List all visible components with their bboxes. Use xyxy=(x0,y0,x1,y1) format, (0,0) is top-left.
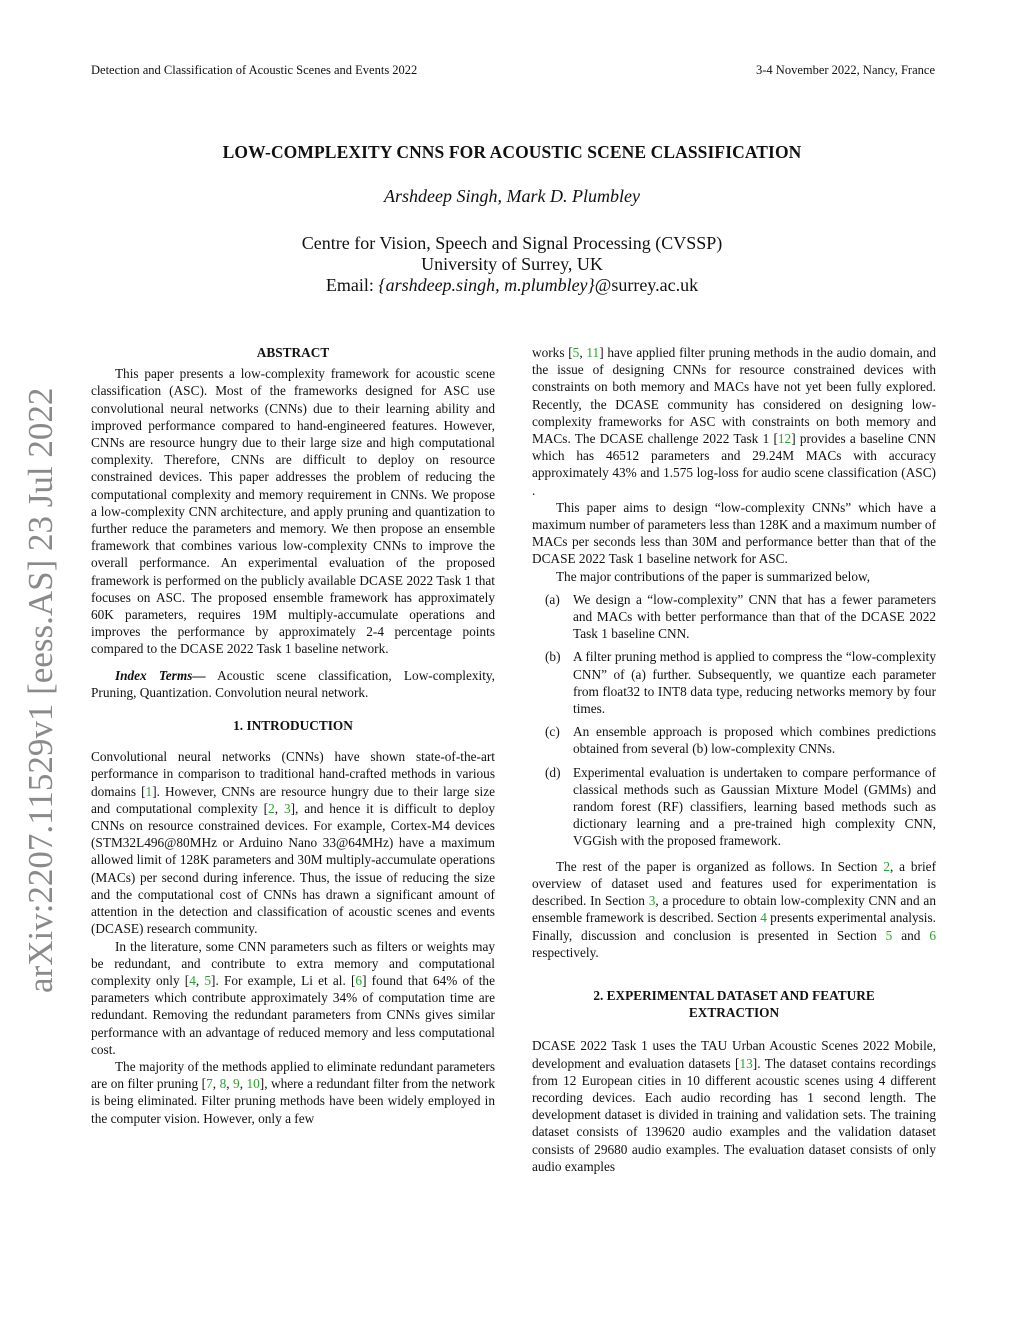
list-item-text: Experimental evaluation is undertaken to compare performance of classical methods such as Gaussian Mixture Model (GMMs) and random forest (RF) classifiers, learning based methods such as dictionary learning and a pre-trained high complexity CNN, VGGish with the proposed framework. xyxy=(573,764,936,849)
index-terms-text: Acoustic scene classification, Low-complexity, Pruning, Quantization. Convolution neural network. xyxy=(91,667,496,700)
section-link[interactable]: 6 xyxy=(929,927,936,943)
email-user: {arshdeep.singh, m.plumbley} xyxy=(378,275,595,295)
running-header-right: 3-4 November 2022, Nancy, France xyxy=(756,63,935,77)
list-item xyxy=(532,764,936,850)
citation-link[interactable]: 2 xyxy=(268,800,275,816)
contributions-list xyxy=(532,591,936,850)
email-prefix: Email: xyxy=(325,275,379,295)
right-paragraph-4: The rest of the paper is organized as follows. In Section 2, a brief overview of dataset used and features used for experimentation is described. In Section 3, a procedure to obtain low-complexity CNN and an ensemble framework is described. Section 4 presents experimental analysis. Finally, discussion and conclusion is presented in Section 5 and 6 respectively. xyxy=(532,858,936,960)
list-item-label: (a) xyxy=(545,591,560,607)
list-item xyxy=(532,723,936,757)
paper-authors: Arshdeep Singh, Mark D. Plumbley xyxy=(384,186,640,206)
email-line xyxy=(0,275,1024,296)
list-item xyxy=(532,591,936,643)
intro-paragraph-1: Convolutional neural networks (CNNs) have shown state-of-the-art performance in comparison to traditional hand-crafted methods in various domains [1]. However, CNNs are resource hungry due to their large size and computational complexity [2, 3], and hence it is difficult to deploy CNNs on resource constrained devices. For example, Cortex-M4 devices (STM32L496@80MHz or Arduino Nano 33@64MHz) have a maximum allowed limit of 128K parameters and 30M multiply-accumulate operations (MACs) per second during inference. Thus, the issue of reducing the size and the computational cost of CNNs has drawn a significant amount of attention in the detection and classification of acoustic scenes and events (DCASE) research community. xyxy=(91,749,495,937)
citation-link[interactable]: 11 xyxy=(586,345,600,360)
citation-link[interactable]: 6 xyxy=(355,972,363,988)
citation-link[interactable]: 4 xyxy=(189,972,196,988)
list-item-text: An ensemble approach is proposed which combines predictions obtained from several (b) low-complexity CNNs. xyxy=(573,724,936,757)
affiliation-line-1: Centre for Vision, Speech and Signal Processing (CVSSP) xyxy=(301,233,723,253)
right-paragraph-3: The major contributions of the paper is summarized below, xyxy=(555,568,871,584)
section-link[interactable]: 3 xyxy=(648,893,656,909)
email-domain: @surrey.ac.uk xyxy=(594,275,699,295)
affiliation-line-2: University of Surrey, UK xyxy=(421,254,603,274)
citation-link[interactable]: 3 xyxy=(283,800,291,816)
index-terms-label: Index Terms— xyxy=(114,667,206,683)
citation-link[interactable]: 9 xyxy=(233,1076,240,1092)
abstract-text: This paper presents a low-complexity framework for acoustic scene classification (ASC). Most of the frameworks designed for ASC use convolutional neural networks (CNNs) due to their learning ability and improved performance compared to hand-engineered features. However, CNNs are resource hungry due to their large size and high computational complexity. Therefore, CNNs are difficult to deploy on resource constrained devices. This paper addresses the problem of reducing the computational complexity and memory requirement in CNNs. We propose a low-complexity CNN architecture, and apply pruning and quantization to further reduce the parameters and memory. We then propose an ensemble framework that combines various low-complexity CNNs to improve the overall performance. An experimental evaluation of the proposed framework is performed on the publicly available DCASE 2022 Task 1 that focuses on ASC. The proposed ensemble framework has approximately 60K parameters, requires 19M multiply-accumulate operations and improves the performance by approximately 2-4 percentage points compared to the DCASE 2022 Task 1 baseline network. xyxy=(91,366,495,657)
citation-link[interactable]: 7 xyxy=(206,1076,213,1092)
list-item-label: (c) xyxy=(545,724,560,740)
citation-link[interactable]: 5 xyxy=(572,345,580,360)
arxiv-stamp: arXiv:2207.11529v1 [eess.AS] 23 Jul 2022 xyxy=(21,387,60,993)
citation-link[interactable]: 5 xyxy=(204,972,212,988)
citation-link[interactable]: 12 xyxy=(777,431,792,447)
running-header-left: Detection and Classification of Acoustic Scenes and Events 2022 xyxy=(91,63,418,77)
list-item xyxy=(532,648,936,717)
section-link[interactable]: 2 xyxy=(883,858,890,874)
right-column xyxy=(532,344,936,1175)
right-paragraph-1: works [5, 11] have applied filter pruning methods in the audio domain, and the issue of designing CNNs for resource constrained devices with constraints on both memory and MACs have not yet been fully explored. Recently, the DCASE community has considered on designing low-complexity frameworks for ASC with constraints on both memory and MACs. The DCASE challenge 2022 Task 1 [12] provides a baseline CNN which has 46512 parameters and 29.24M MACs with accuracy approximately 43% and 1.575 log-loss for audio scene classification (ASC) . xyxy=(532,345,936,498)
list-item-text: We design a “low-complexity” CNN that has a fewer parameters and MACs with better performance than that of the DCASE 2022 Task 1 baseline CNN. xyxy=(573,591,936,642)
section-link[interactable]: 5 xyxy=(885,927,893,943)
section-2-heading: 2. EXPERIMENTAL DATASET AND FEATURE EXTRACTION xyxy=(593,987,875,1021)
left-column xyxy=(91,344,495,1127)
list-item-label: (d) xyxy=(545,764,561,780)
intro-paragraph-3: The majority of the methods applied to eliminate redundant parameters are on filter pruning [7, 8, 9, 10], where a redundant filter from the network is being eliminated. Filter pruning methods have been widely employed in the computer vision. However, only a few xyxy=(91,1058,495,1126)
intro-heading: 1. INTRODUCTION xyxy=(233,718,353,734)
affiliation-block xyxy=(0,233,1024,296)
citation-link[interactable]: 10 xyxy=(246,1076,260,1092)
citation-link[interactable]: 1 xyxy=(145,783,153,799)
citation-link[interactable]: 13 xyxy=(739,1055,753,1071)
list-item-text: A filter pruning method is applied to compress the “low-complexity CNN” of (a) further. Subsequently, we quantize each parameter from float32 to INT8 data type, reducing networks memory by four times. xyxy=(573,649,936,717)
paper-title: LOW-COMPLEXITY CNNS FOR ACOUSTIC SCENE CLASSIFICATION xyxy=(222,142,802,162)
abstract-heading: ABSTRACT xyxy=(256,345,330,360)
intro-paragraph-2: In the literature, some CNN parameters such as filters or weights may be redundant, and contribute to extra memory and computational complexity only [4, 5]. For example, Li et al. [6] found that 64% of the parameters which contribute approximately 34% of computation time are redundant. Removing the redundant parameters from CNNs gives similar performance with an advantage of reduced memory and less computational cost. xyxy=(91,938,495,1057)
index-terms xyxy=(91,667,495,701)
right-paragraph-2: This paper aims to design “low-complexity CNNs” which have a maximum number of parameters less than 128K and a maximum number of MACs per seconds less than 30M and performance better than that of the DCASE 2022 Task 1 baseline network for ASC. xyxy=(532,499,936,567)
section-link[interactable]: 4 xyxy=(760,910,767,926)
section-2-paragraph: DCASE 2022 Task 1 uses the TAU Urban Acoustic Scenes 2022 Mobile, development and evaluation datasets [13]. The dataset contains recordings from 12 European cities in 10 different acoustic scenes using 4 different recording devices. Each audio recording has 1 second length. The development dataset is divided in training and validation sets. The training dataset consists of 139620 audio examples and the validation dataset consists of 29680 audio examples. The evaluation dataset consists of only audio examples xyxy=(532,1038,936,1174)
list-item-label: (b) xyxy=(545,649,561,665)
citation-link[interactable]: 8 xyxy=(219,1076,227,1092)
